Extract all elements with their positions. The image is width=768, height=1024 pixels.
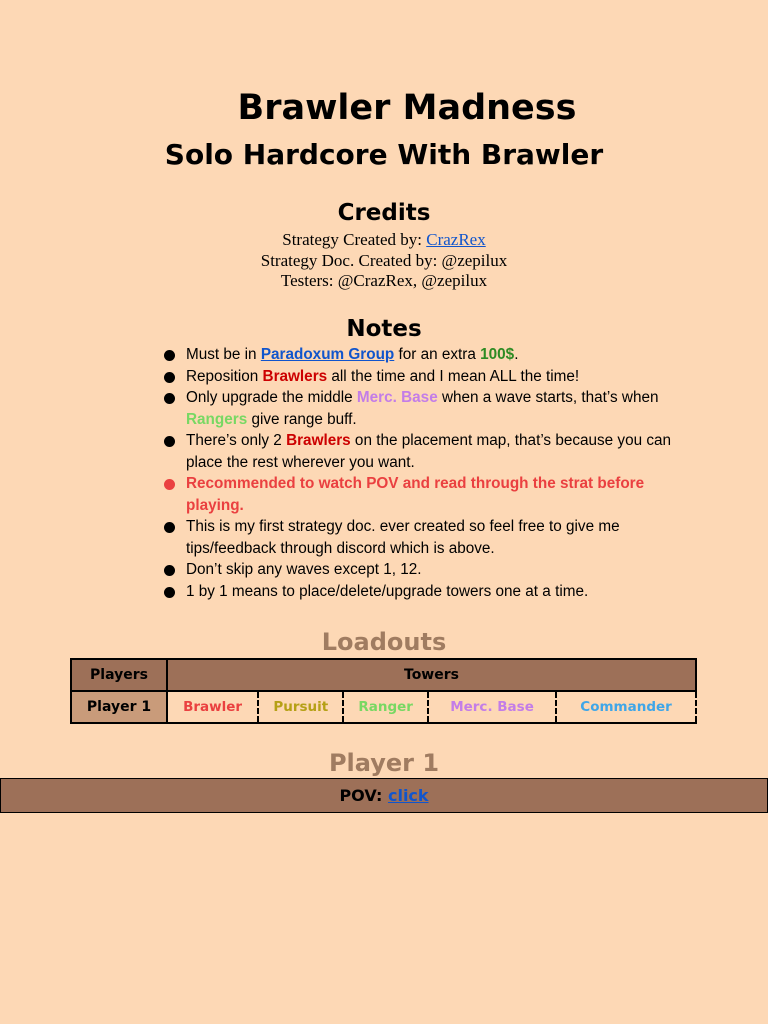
bullet-icon [164,350,175,361]
note-text: give range buff. [247,410,357,428]
note-text: 1 by 1 means to place/delete/upgrade towers one at a time. [186,582,589,600]
note-item [162,581,682,603]
brawler-highlight: Brawlers [262,367,328,385]
bullet-icon [164,565,175,576]
bullet-icon [164,372,175,383]
bullet-icon [164,587,175,598]
credits-strategy-line [0,230,768,251]
crazrex-link[interactable]: CrazRex [426,230,486,249]
pov-label: POV: [339,786,388,805]
tower-cell-commander: Commander [556,691,696,723]
note-text: This is my first strategy doc. ever created so feel free to give me tips/feedback through discord which is above. [186,518,620,557]
money-highlight: 100$ [480,346,515,363]
note-text: Only upgrade the middle [186,389,357,406]
tower-cell-pursuit: Pursuit [258,691,343,723]
player1-heading: Player 1 [328,749,440,777]
tower-cell-ranger: Ranger [343,691,428,723]
note-item [162,387,682,430]
note-item [162,430,682,473]
merc-base-highlight: Merc. Base [356,389,438,406]
players-column-header: Players [71,659,167,691]
doc-title: Brawler Madness [237,88,577,128]
bullet-icon [164,393,175,404]
note-text: on the placement map, that’s because you can place the rest wherever you want. [186,432,671,471]
player-row-label: Player 1 [71,691,167,723]
loadout-table [70,658,697,724]
notes-list [162,344,682,602]
note-item [162,559,682,581]
credits-strategy-label: Strategy Created by: [282,230,427,249]
credits-heading: Credits [337,200,431,226]
note-text: Must be in [186,346,261,363]
note-text: Reposition [186,367,263,385]
towers-column-header: Towers [167,659,696,691]
note-item [162,516,682,559]
bullet-icon [164,522,175,533]
tower-cell-brawler: Brawler [167,691,258,723]
tower-cell-merc-base: Merc. Base [428,691,556,723]
note-text: for an extra [394,346,481,363]
note-item-warning [162,473,682,516]
credits-block [0,230,768,292]
note-text: Don’t skip any waves except 1, 12. [186,561,422,578]
note-text: when a wave starts, that’s when [437,389,659,406]
brawler-highlight: Brawlers [286,432,351,449]
pov-bar [0,778,768,813]
credits-doc-line: Strategy Doc. Created by: @zepilux [260,250,508,270]
paradoxum-group-link[interactable]: Paradoxum Group [260,346,395,363]
note-item [162,366,682,388]
bullet-icon [164,436,175,447]
credits-testers-line: Testers: @CrazRex, @zepilux [280,271,488,290]
bullet-icon [164,479,175,490]
loadout-player-row [71,691,696,723]
ranger-highlight: Rangers [186,410,248,428]
notes-heading: Notes [346,316,422,342]
doc-subtitle: Solo Hardcore With Brawler [164,138,604,171]
loadouts-heading: Loadouts [321,628,447,656]
note-text: all the time and I mean ALL the time! [327,367,580,385]
note-item [162,344,682,366]
note-text: There’s only 2 [186,432,287,449]
loadout-header-row [71,659,696,691]
note-text: . [514,346,519,363]
pov-click-link[interactable]: click [387,786,429,805]
note-text: Recommended to watch POV and read through the strat before playing. [186,475,645,514]
